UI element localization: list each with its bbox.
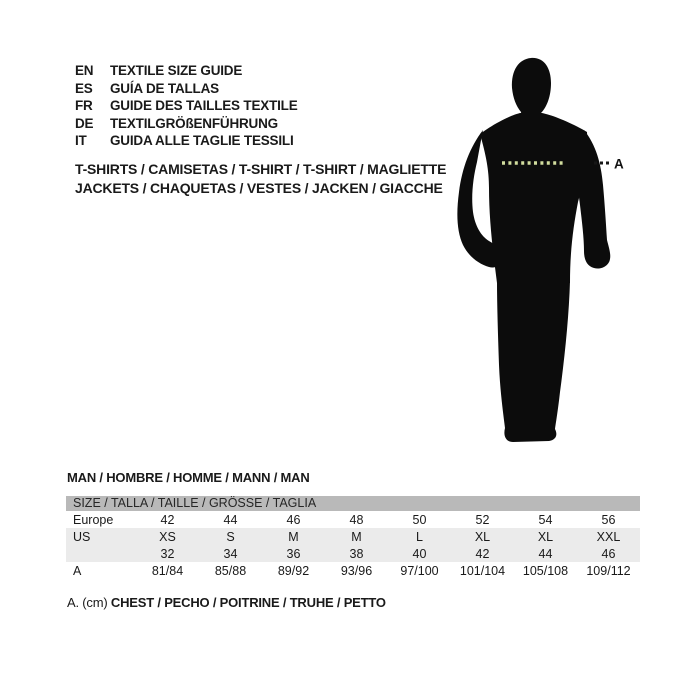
table-cell: 50 [412, 512, 427, 527]
table-cell: 44 [538, 546, 553, 561]
chest-measure-label: A [614, 156, 624, 172]
size-table-header: SIZE / TALLA / TAILLE / GRÖSSE / TAGLIA [66, 496, 640, 511]
table-cell: L [416, 529, 423, 544]
language-label: GUÍA DE TALLAS [110, 80, 219, 96]
table-cell: 34 [223, 546, 238, 561]
language-row [75, 97, 298, 115]
language-code: ES [75, 80, 93, 96]
language-code: FR [75, 98, 93, 114]
table-cell: 42 [160, 512, 175, 527]
language-list [75, 62, 298, 150]
language-label: TEXTILE SIZE GUIDE [110, 63, 243, 79]
table-cell: XL [474, 529, 491, 544]
table-cell: 44 [223, 512, 238, 527]
language-label: GUIDE DES TAILLES TEXTILE [110, 98, 298, 114]
table-row [66, 511, 640, 528]
table-cell: 48 [349, 512, 364, 527]
table-cell: 89/92 [277, 563, 310, 578]
language-row [75, 132, 298, 150]
language-code: EN [75, 63, 94, 79]
language-label: GUIDA ALLE TAGLIE TESSILI [110, 133, 294, 149]
table-cell: 32 [160, 546, 175, 561]
gender-heading: MAN / HOMBRE / HOMME / MANN / MAN [67, 470, 310, 485]
table-row [66, 562, 640, 579]
table-cell: 56 [601, 512, 616, 527]
table-cell: XL [537, 529, 554, 544]
measurement-footnote [67, 595, 386, 610]
table-cell: 109/112 [586, 563, 631, 578]
footnote-text: CHEST / PECHO / POITRINE / TRUHE / PETTO [110, 595, 386, 610]
language-label: TEXTILGRÖßENFÜHRUNG [110, 115, 278, 131]
table-row [66, 528, 640, 545]
table-row-label: A [73, 563, 82, 578]
language-row [75, 62, 298, 80]
table-cell: 93/96 [340, 563, 373, 578]
table-cell: XXL [596, 529, 621, 544]
language-row [75, 115, 298, 133]
table-cell: 40 [412, 546, 427, 561]
size-table-body [66, 511, 640, 579]
table-cell: 81/84 [151, 563, 184, 578]
table-cell: 46 [601, 546, 616, 561]
table-row-label: US [73, 529, 91, 544]
language-row [75, 80, 298, 98]
language-code: IT [75, 133, 87, 149]
size-table [66, 496, 640, 579]
table-cell: 85/88 [214, 563, 247, 578]
table-cell: M [351, 529, 362, 544]
table-cell: 46 [286, 512, 301, 527]
language-code: DE [75, 115, 94, 131]
table-cell: 105/108 [522, 563, 569, 578]
garment-categories [75, 160, 446, 198]
table-cell: 97/100 [400, 563, 439, 578]
table-row-label: Europe [73, 512, 114, 527]
table-cell: 38 [349, 546, 364, 561]
man-silhouette [440, 50, 660, 460]
table-cell: 54 [538, 512, 553, 527]
table-row [66, 545, 640, 562]
table-cell: S [226, 529, 235, 544]
table-cell: XS [159, 529, 176, 544]
table-cell: 42 [475, 546, 490, 561]
garment-line: JACKETS / CHAQUETAS / VESTES / JACKEN / GIACCHE [75, 180, 443, 196]
table-cell: 36 [286, 546, 301, 561]
footnote-prefix: A. (cm) [67, 595, 108, 610]
garment-line: T-SHIRTS / CAMISETAS / T-SHIRT / T-SHIRT / MAGLIETTE [75, 161, 447, 177]
man-silhouette-shape [457, 58, 610, 442]
table-cell: M [288, 529, 299, 544]
table-cell: 101/104 [459, 563, 506, 578]
table-cell: 52 [475, 512, 490, 527]
